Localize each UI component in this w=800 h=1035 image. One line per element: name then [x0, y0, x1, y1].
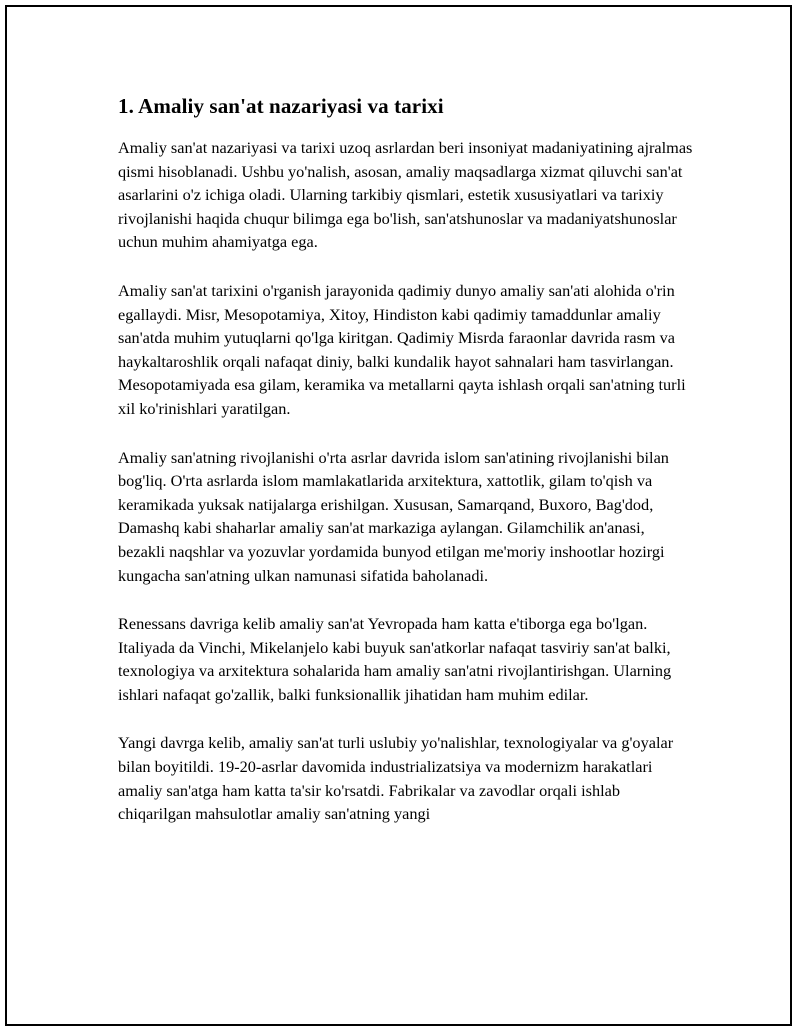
paragraph-1: Amaliy san'at nazariyasi va tarixi uzoq asrlardan beri insoniyat madaniyatining ajralmas qismi hisoblanadi. Ushbu yo'nalish, asosan, amaliy maqsadlarga xizmat qiluvchi san'at asarlarini o'z ichiga oladi. Ularning tarkibiy qismlari, estetik xususiyatlari va tarixiy rivojlanishi haqida chuqur bilimga ega bo'lish, san'atshunoslar va madaniyatshunoslar uchun muhim ahamiyatga ega.	[118, 138, 693, 252]
paragraph-5: Yangi davrga kelib, amaliy san'at turli uslubiy yo'nalishlar, texnologiyalar va g'oyalar bilan boyitildi. 19-20-asrlar davomida industrializatsiya va modernizm harakatlari amaliy san'atga ham katta ta'sir ko'rsatdi. Fabrikalar va zavodlar orqali ishlab chiqarilgan mahsulotlar amaliy san'atning yangi	[118, 733, 674, 824]
paragraph-4: Renessans davriga kelib amaliy san'at Yevropada ham katta e'tiborga ega bo'lgan. Italiyada da Vinchi, Mikelanjelo kabi buyuk san'atkorlar nafaqat tasviriy san'at balki, texnologiya va arxitektura sohalarida ham amaliy san'atni rivojlantirishgan. Ularning ishlari nafaqat go'zallik, balki funksionallik jihatidan ham muhim edilar.	[118, 614, 672, 704]
paragraph-3: Amaliy san'atning rivojlanishi o'rta asrlar davrida islom san'atining rivojlanishi bilan bog'liq. O'rta asrlarda islom mamlakatlarida arxitektura, xattotlik, gilam to'qish va keramikada yuksak natijalarga erishilgan. Xususan, Samarqand, Buxoro, Bag'dod, Damashq kabi shaharlar amaliy san'at markaziga aylangan. Gilamchilik an'anasi, bezakli naqshlar va yozuvlar yordamida bunyod etilgan me'moriy inshootlar hozirgi kungacha san'atning ulkan namunasi sifatida baholanadi.	[118, 447, 669, 585]
section-heading: 1. Amaliy san'at nazariyasi va tarixi	[118, 94, 444, 118]
document-body	[118, 92, 693, 851]
paragraph-2: Amaliy san'at tarixini o'rganish jarayonida qadimiy dunyo amaliy san'ati alohida o'rin egallaydi. Misr, Mesopotamiya, Xitoy, Hindiston kabi qadimiy tamaddunlar amaliy san'atda muhim yutuqlarni qo'lga kiritgan. Qadimiy Misrda faraonlar davrida rasm va haykaltaroshlik orqali nafaqat diniy, balki kundalik hayot sahnalari ham tasvirlangan. Mesopotamiyada esa gilam, keramika va metallarni qayta ishlash orqali san'atning turli xil ko'rinishlari yaratilgan.	[118, 280, 686, 418]
